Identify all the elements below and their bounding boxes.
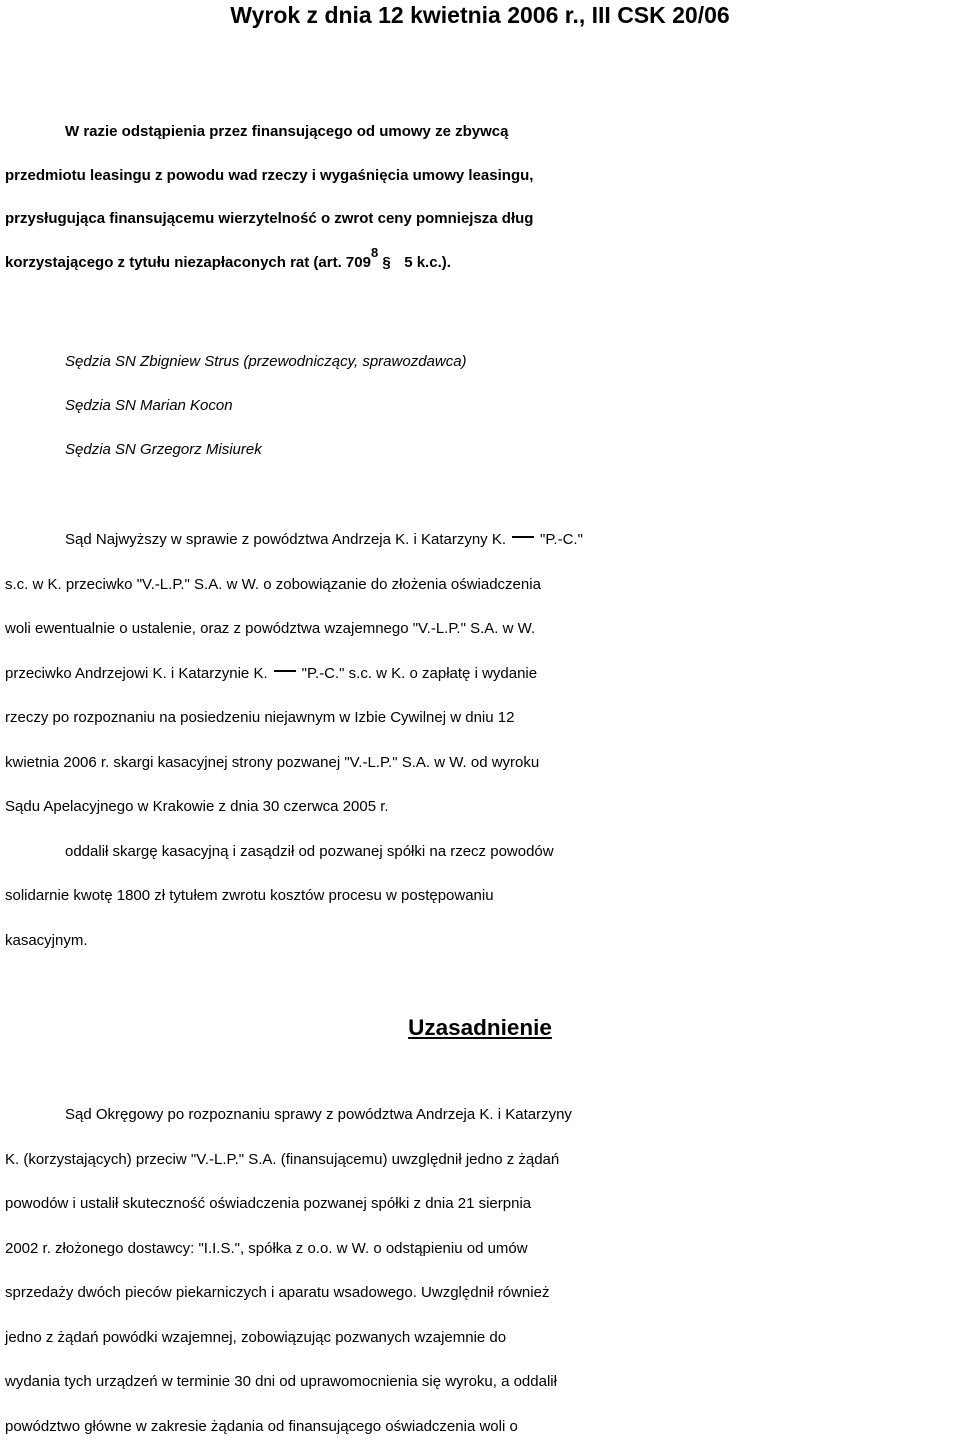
- justification-line: K. (korzystających) przeciw "V.-L.P." S.A. (finansującemu) uwzględnił jedno z żądań: [5, 1138, 957, 1183]
- justification-line: wydania tych urządzeń w terminie 30 dni od uprawomocnienia się wyroku, a oddalił: [5, 1360, 957, 1405]
- section-sign-icon: §: [378, 241, 404, 285]
- section-heading: Uzasadnienie: [0, 1006, 960, 1050]
- sentence-line: solidarnie kwotę 1800 zł tytułem zwrotu kosztów procesu w postępowaniu: [5, 874, 957, 919]
- article-superscript: 8: [371, 245, 378, 260]
- sentence-line: oddalił skargę kasacyjną i zasądził od pozwanej spółki na rzecz powodów: [5, 830, 957, 875]
- sentence-line-text: Sąd Najwyższy w sprawie z powództwa Andrzeja K. i Katarzyny K.: [65, 531, 506, 548]
- dash-icon: [274, 670, 296, 672]
- justification-line: powództwo główne w zakresie żądania od finansującego oświadczenia woli o: [5, 1405, 957, 1449]
- document-title: Wyrok z dnia 12 kwietnia 2006 r., III CSK 20/06: [0, 0, 960, 30]
- sentence-line: kasacyjnym.: [5, 919, 957, 964]
- thesis-line-last: [5, 241, 957, 285]
- judges-panel: [5, 340, 957, 472]
- justification-line: powodów i ustalił skuteczność oświadczenia pozwanej spółki z dnia 21 sierpnia: [5, 1182, 957, 1227]
- judge-name: Sędzia SN Marian Kocon: [5, 384, 957, 428]
- thesis-line: W razie odstąpienia przez finansującego od umowy ze zbywcą: [5, 110, 957, 154]
- thesis-line: przedmiotu leasingu z powodu wad rzeczy i wygaśnięcia umowy leasingu,: [5, 154, 957, 198]
- sentence-line: woli ewentualnie o ustalenie, oraz z powództwa wzajemnego "V.-L.P." S.A. w W.: [5, 607, 957, 652]
- sentence-line: rzeczy po rozpoznaniu na posiedzeniu niejawnym w Izbie Cywilnej w dniu 12: [5, 696, 957, 741]
- judge-name: Sędzia SN Zbigniew Strus (przewodniczący, sprawozdawca): [5, 340, 957, 384]
- thesis: [5, 110, 957, 284]
- justification-line: jedno z żądań powódki wzajemnej, zobowiązując pozwanych wzajemnie do: [5, 1316, 957, 1361]
- sentence-line: [5, 518, 957, 563]
- dash-icon: [512, 536, 534, 538]
- sentence-line: Sądu Apelacyjnego w Krakowie z dnia 30 czerwca 2005 r.: [5, 785, 957, 830]
- thesis-line: przysługująca finansującemu wierzytelność o zwrot ceny pomniejsza dług: [5, 197, 957, 241]
- judge-name: Sędzia SN Grzegorz Misiurek: [5, 428, 957, 472]
- sentence-line: s.c. w K. przeciwko "V.-L.P." S.A. w W. o zobowiązanie do złożenia oświadczenia: [5, 563, 957, 608]
- sentence-line-text: przeciwko Andrzejowi K. i Katarzynie K.: [5, 665, 268, 682]
- justification-line: sprzedaży dwóch pieców piekarniczych i aparatu wsadowego. Uwzględnił również: [5, 1271, 957, 1316]
- thesis-last-text-end: 5 k.c.).: [404, 254, 451, 271]
- justification-paragraph: [5, 1093, 957, 1449]
- thesis-last-text: korzystającego z tytułu niezapłaconych rat (art. 709: [5, 254, 371, 271]
- sentence-line-text: "P.-C." s.c. w K. o zapłatę i wydanie: [302, 665, 537, 682]
- sentence-line: kwietnia 2006 r. skargi kasacyjnej strony pozwanej "V.-L.P." S.A. w W. od wyroku: [5, 741, 957, 786]
- sentence-line-text: "P.-C.": [540, 531, 583, 548]
- justification-line: 2002 r. złożonego dostawcy: "I.I.S.", spółka z o.o. w W. o odstąpieniu od umów: [5, 1227, 957, 1272]
- justification-line: Sąd Okręgowy po rozpoznaniu sprawy z powództwa Andrzeja K. i Katarzyny: [5, 1093, 957, 1138]
- sentence-paragraph: [5, 518, 957, 963]
- sentence-line: [5, 652, 957, 697]
